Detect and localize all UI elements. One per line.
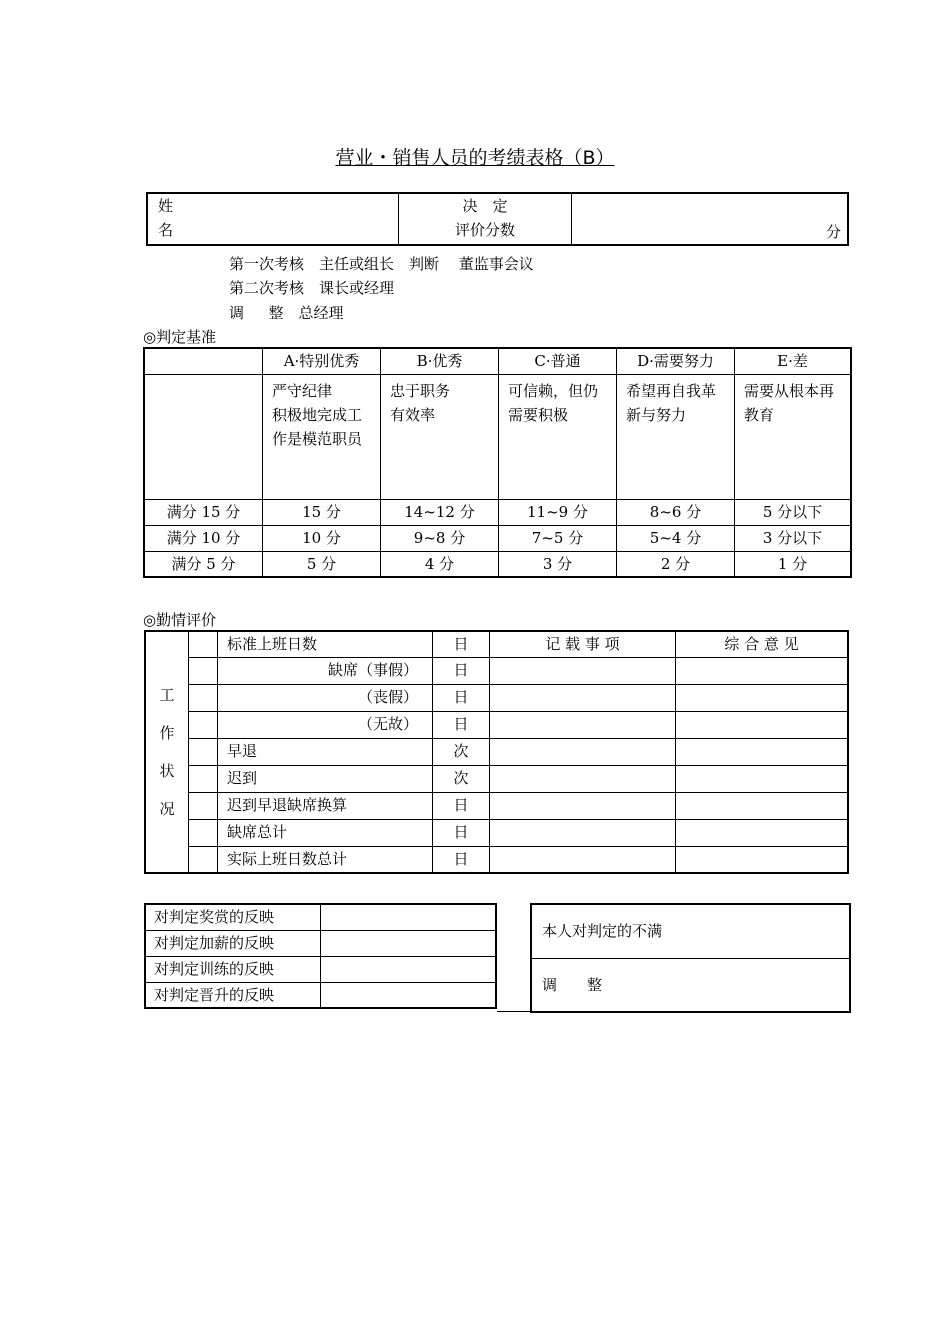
score-cell: 4 分 [381, 551, 499, 577]
attendance-row [145, 846, 848, 873]
opinion-cell[interactable] [676, 819, 849, 846]
check-cell[interactable] [189, 738, 218, 765]
reflection-label: 对判定加薪的反映 [145, 930, 321, 956]
attendance-row [145, 792, 848, 819]
opinion-header: 综 合 意 见 [676, 631, 849, 657]
record-cell[interactable] [490, 792, 676, 819]
score-field[interactable] [572, 193, 849, 245]
opinion-cell[interactable] [676, 846, 849, 873]
review-first: 第一次考核 主任或组长 判断 董监事会议 [229, 255, 534, 273]
score-row-label: 满分 15 分 [144, 499, 263, 525]
record-cell[interactable] [490, 819, 676, 846]
grade-header: A·特别优秀 [263, 348, 381, 374]
score-cell: 5 分以下 [735, 499, 852, 525]
attendance-unit: 日 [433, 846, 490, 873]
reflection-row [145, 956, 496, 982]
reflection-label: 对判定奖赏的反映 [145, 904, 321, 930]
reflection-label: 对判定训练的反映 [145, 956, 321, 982]
attendance-row [145, 711, 848, 738]
score-cell: 3 分 [499, 551, 617, 577]
review-adjust: 调 整 总经理 [229, 304, 344, 322]
score-cell: 5~4 分 [617, 525, 735, 551]
grade-description: 需要从根本再 教育 [735, 374, 852, 499]
score-row [144, 499, 851, 525]
opinion-cell[interactable] [676, 711, 849, 738]
score-row [144, 551, 851, 577]
check-cell[interactable] [189, 657, 218, 684]
score-cell: 7~5 分 [499, 525, 617, 551]
reflection-label: 对判定晋升的反映 [145, 982, 321, 1008]
score-cell: 14~12 分 [381, 499, 499, 525]
grade-header: D·需要努力 [617, 348, 735, 374]
reflection-row [145, 930, 496, 956]
score-cell: 2 分 [617, 551, 735, 577]
attendance-item: 标准上班日数 [218, 631, 433, 657]
attendance-unit: 次 [433, 738, 490, 765]
grade-description: 希望再自我革 新与努力 [617, 374, 735, 499]
opinion-cell[interactable] [676, 684, 849, 711]
attendance-unit: 日 [433, 792, 490, 819]
opinion-cell[interactable] [676, 738, 849, 765]
score-row [144, 525, 851, 551]
attendance-item: （无故） [218, 711, 433, 738]
reflection-value[interactable] [321, 982, 497, 1008]
score-unit: 分 [825, 223, 841, 241]
check-cell[interactable] [189, 846, 218, 873]
check-cell[interactable] [189, 711, 218, 738]
record-cell[interactable] [490, 846, 676, 873]
score-row-label: 满分 5 分 [144, 551, 263, 577]
grade-description: 可信赖，但仍 需要积极 [499, 374, 617, 499]
attendance-unit: 日 [433, 631, 490, 657]
criteria-description-row [144, 374, 851, 499]
review-second: 第二次考核 课长或经理 [229, 279, 395, 297]
attendance-unit: 日 [433, 684, 490, 711]
reflection-value[interactable] [321, 930, 497, 956]
page-title: 营业・销售人员的考绩表格（B） [335, 147, 615, 169]
attendance-row [145, 819, 848, 846]
reflection-value[interactable] [321, 904, 497, 930]
grade-header: B·优秀 [381, 348, 499, 374]
grade-description: 严守纪律 积极地完成工 作是模范职员 [263, 374, 381, 499]
record-cell[interactable] [490, 657, 676, 684]
dissatisfaction-label: 本人对判定的不满 [531, 904, 850, 958]
score-cell: 1 分 [735, 551, 852, 577]
attendance-row [145, 684, 848, 711]
attendance-unit: 次 [433, 765, 490, 792]
reflection-row [145, 904, 496, 930]
check-cell[interactable] [189, 631, 218, 657]
opinion-cell[interactable] [676, 657, 849, 684]
grade-header: C·普通 [499, 348, 617, 374]
reflection-table [144, 903, 497, 1009]
score-cell: 15 分 [263, 499, 381, 525]
attendance-item: 迟到 [218, 765, 433, 792]
score-cell: 8~6 分 [617, 499, 735, 525]
record-cell[interactable] [490, 738, 676, 765]
score-cell: 5 分 [263, 551, 381, 577]
attendance-unit: 日 [433, 657, 490, 684]
score-row-label: 满分 10 分 [144, 525, 263, 551]
check-cell[interactable] [189, 684, 218, 711]
score-cell: 3 分以下 [735, 525, 852, 551]
score-cell: 9~8 分 [381, 525, 499, 551]
header-table [146, 192, 849, 246]
name-label-2: 名 [158, 221, 174, 239]
attendance-item: 早退 [218, 738, 433, 765]
reflection-value[interactable] [321, 956, 497, 982]
check-cell[interactable] [189, 765, 218, 792]
name-label-1: 姓 [158, 197, 174, 215]
score-cell: 11~9 分 [499, 499, 617, 525]
attendance-item: （丧假） [218, 684, 433, 711]
attendance-row [145, 765, 848, 792]
grade-header: E·差 [735, 348, 852, 374]
reflection-row [145, 982, 496, 1008]
opinion-cell[interactable] [676, 792, 849, 819]
grade-description: 忠于职务 有效率 [381, 374, 499, 499]
attendance-unit: 日 [433, 819, 490, 846]
record-cell[interactable] [490, 765, 676, 792]
opinion-cell[interactable] [676, 765, 849, 792]
connector-line [497, 1011, 531, 1012]
criteria-section-label: ◎判定基准 [143, 328, 217, 346]
attendance-row [145, 738, 848, 765]
attendance-item: 缺席总计 [218, 819, 433, 846]
check-cell[interactable] [189, 792, 218, 819]
attendance-item: 迟到早退缺席换算 [218, 792, 433, 819]
attendance-row [145, 657, 848, 684]
attendance-item: 实际上班日数总计 [218, 846, 433, 873]
record-header: 记 载 事 项 [490, 631, 676, 657]
attendance-item: 缺席（事假） [218, 657, 433, 684]
criteria-header-row [144, 348, 851, 374]
score-cell: 10 分 [263, 525, 381, 551]
score-label: 评价分数 [454, 221, 515, 239]
check-cell[interactable] [189, 819, 218, 846]
attendance-table [144, 630, 849, 874]
work-status-label: 工 作 状 况 [145, 631, 189, 873]
record-cell[interactable] [490, 711, 676, 738]
decide-label: 决 定 [462, 197, 508, 215]
dissatisfaction-table [530, 903, 851, 1013]
criteria-table [143, 347, 852, 578]
attendance-section-label: ◎勤情评价 [143, 611, 217, 629]
attendance-unit: 日 [433, 711, 490, 738]
adjust-label: 调 整 [531, 958, 850, 1012]
record-cell[interactable] [490, 684, 676, 711]
